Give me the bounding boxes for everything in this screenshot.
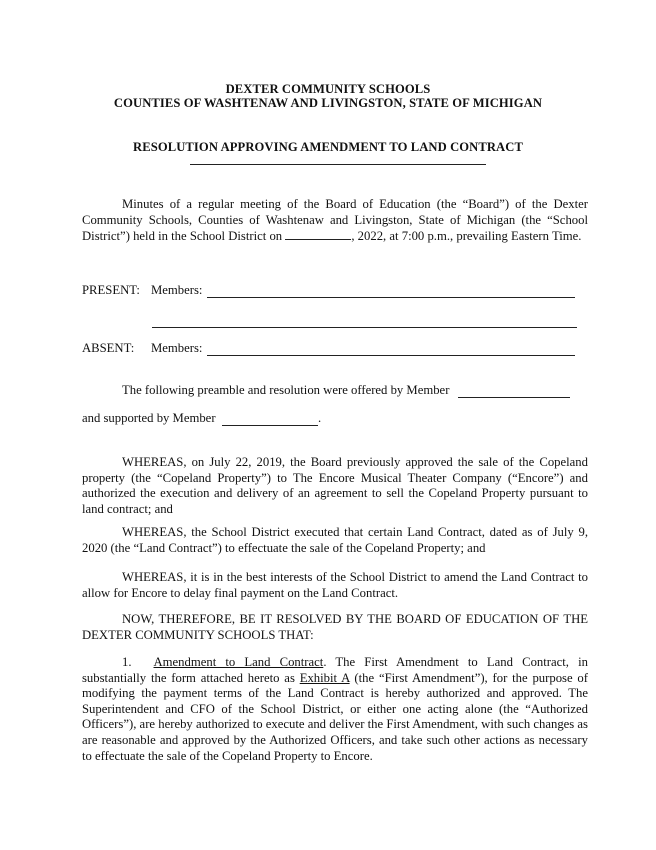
supported-by-period: . (318, 411, 322, 425)
minutes-text-after: , 2022, at 7:00 p.m., prevailing Eastern Time. (351, 229, 582, 244)
absent-members-label: Members: (151, 341, 203, 355)
resolved-paragraph: NOW, THEREFORE, BE IT RESOLVED BY THE BOARD OF EDUCATION OF THE DEXTER COMMUNITY SCHOOLS THAT: (82, 612, 588, 642)
minutes-text-before: Minutes of a regular meeting of the Board of Education (the “Board”) of the Dexter Community Schools, Counties of Washtenaw and Livingston, State of Michigan (the “School District”) held in the School District on (82, 197, 588, 244)
offered-by-text: The following preamble and resolution were offered by Member (122, 383, 450, 397)
present-members-label: Members: (151, 283, 203, 297)
section-1-heading: Amendment to Land Contract (153, 655, 324, 669)
section-1-number: 1. (122, 655, 132, 669)
offered-by-blank (458, 397, 570, 398)
absent-members-blank (207, 355, 575, 356)
present-members-blank (207, 297, 575, 298)
section-1-text-b: (the “First Amendment”), for the purpose of modifying the payment terms of the Land Contract is hereby authorized and approved. The Superintendent and CFO of the School District, or either one acting alone (the “Authorized Officers”), are hereby authorized to execute and deliver the First Amendment, with such changes as are reasonable and approved by the Authorized Officers, and take such other actions as necessary to effectuate the sale of the Copeland Property to Encore. (82, 670, 588, 763)
exhibit-a-reference: Exhibit A (299, 670, 350, 685)
whereas-paragraph-3: WHEREAS, it is in the best interests of the School District to amend the Land Contract to allow for Encore to delay final payment on the Land Contract. (82, 570, 588, 600)
absent-label: ABSENT: (82, 341, 135, 355)
section-1-text-a: . The First Amendment to Land Contract, in substantially the form attached hereto as (82, 655, 588, 685)
minutes-paragraph (82, 197, 588, 245)
district-name: DEXTER COMMUNITY SCHOOLS (225, 82, 431, 96)
resolution-title: RESOLUTION APPROVING AMENDMENT TO LAND CONTRACT (133, 140, 523, 154)
title-rule (190, 164, 486, 165)
district-counties: COUNTIES OF WASHTENAW AND LIVINGSTON, STATE OF MICHIGAN (113, 96, 543, 110)
meeting-date-blank (285, 228, 351, 240)
present-label: PRESENT: (82, 283, 140, 297)
whereas-paragraph-2: WHEREAS, the School District executed that certain Land Contract, dated as of July 9, 2020 (the “Land Contract”) to effectuate the sale of the Copeland Property; and (82, 525, 588, 555)
section-1-paragraph (82, 655, 588, 764)
whereas-paragraph-1: WHEREAS, on July 22, 2019, the Board previously approved the sale of the Copeland property (the “Copeland Property”) to The Encore Musical Theater Company (“Encore”) and authorized the execution and delivery of an agreement to sell the Copeland Property pursuant to land contract; and (82, 455, 588, 516)
supported-by-text: and supported by Member (82, 411, 216, 425)
supported-by-blank (222, 425, 318, 426)
present-members-blank-2 (152, 327, 577, 328)
